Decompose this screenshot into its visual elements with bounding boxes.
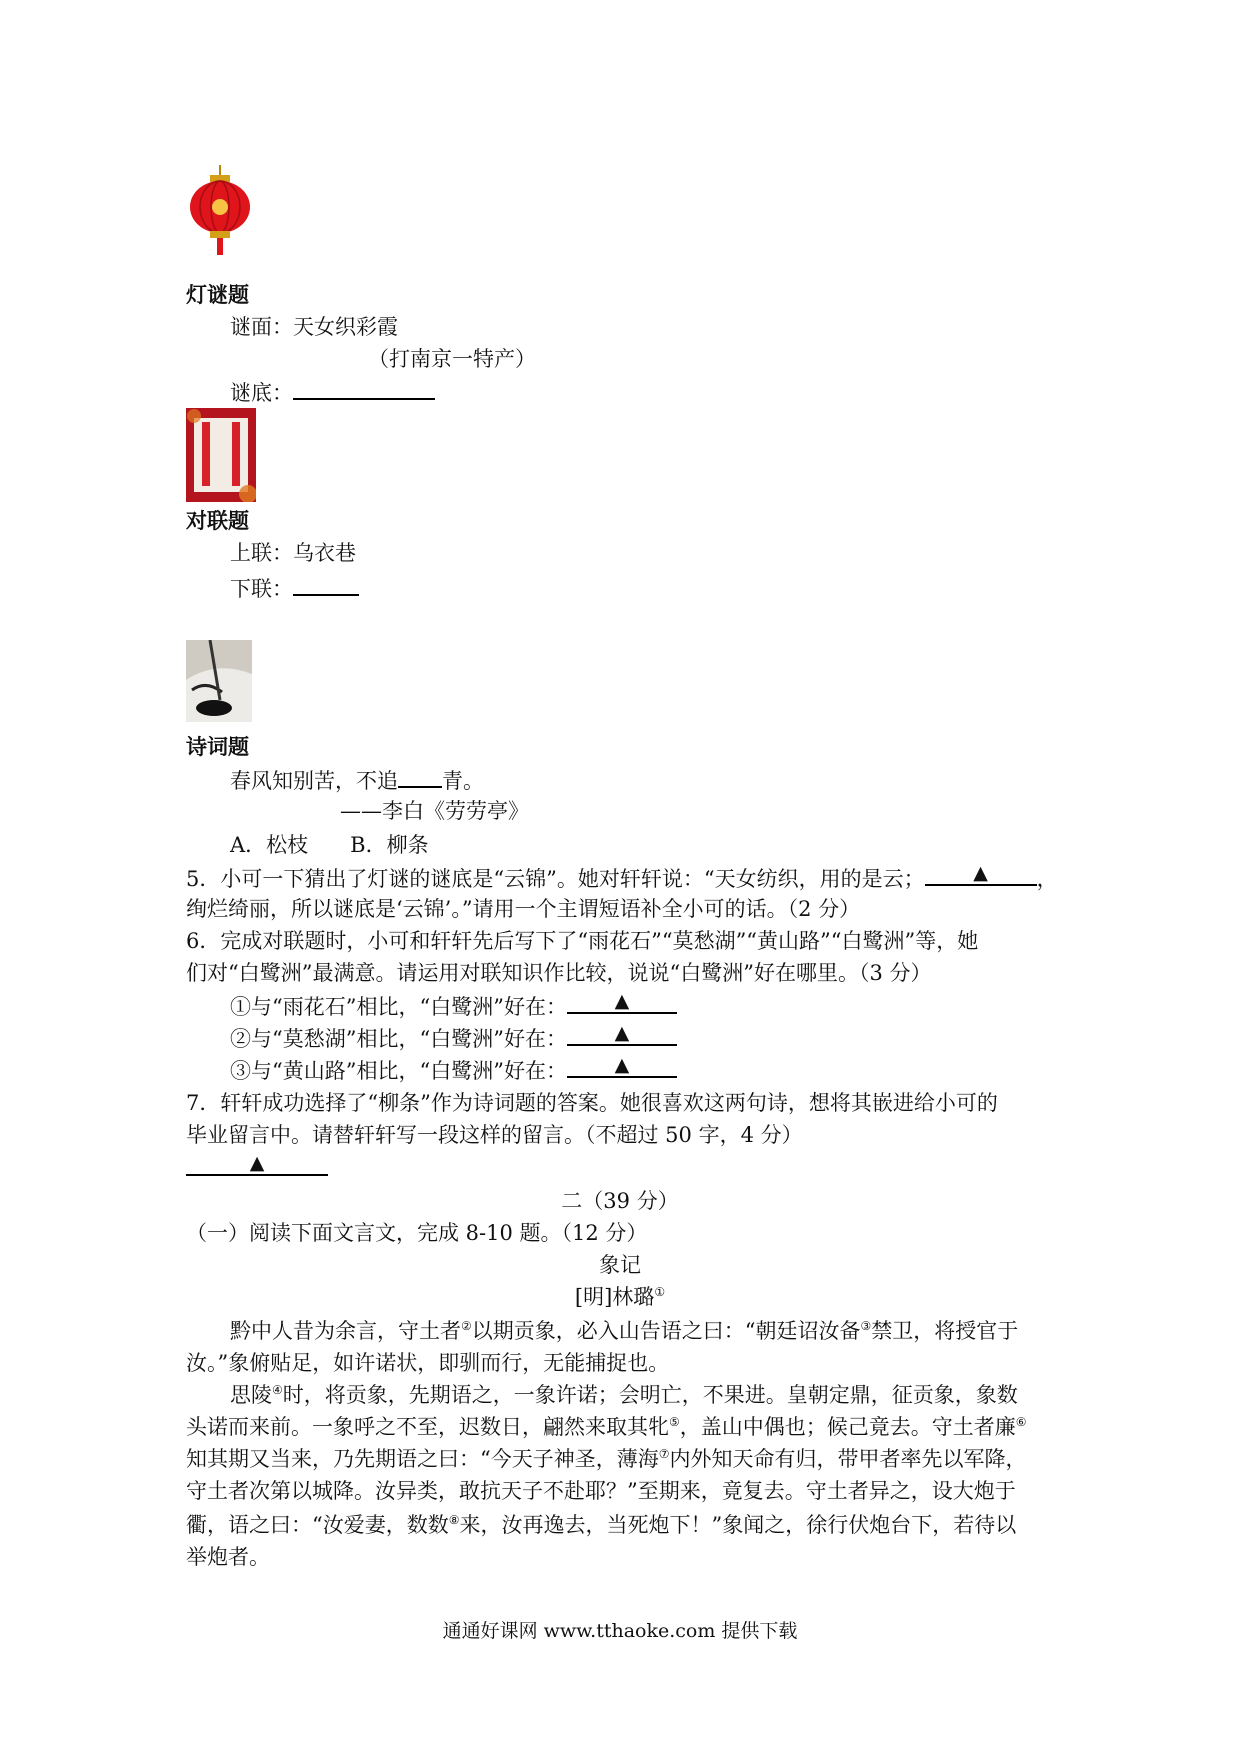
passage-p2-line2: [186, 1412, 1027, 1442]
blank-triangle-icon: ▲: [614, 1022, 630, 1044]
q6-sub1: [230, 990, 677, 1022]
q7-line2: 毕业留言中。请替轩轩写一段这样的留言。（不超过 50 字，4 分）: [186, 1123, 803, 1147]
passage-text: 禁卫，将授官于: [871, 1319, 1019, 1343]
passage-text: 黔中人昔为余言，守土者: [230, 1319, 461, 1343]
poem-line: [230, 764, 484, 796]
poem-heading: 诗词题: [186, 735, 249, 759]
riddle-face: 谜面：天女织彩霞: [230, 315, 398, 339]
passage-p2-line1: [230, 1380, 1018, 1410]
footnote-marker: ②: [461, 1319, 472, 1333]
blank-triangle-icon: ▲: [249, 1152, 265, 1174]
passage-p1-line2: 汝。”象俯贴足，如许诺状，即驯而行，无能捕捉也。: [186, 1351, 670, 1375]
author-note-marker: ①: [654, 1285, 666, 1299]
footnote-marker: ⑥: [1015, 1415, 1027, 1429]
passage-text: 时，将贡象，先期语之，一象许诺；会明亡，不果进。皇朝定鼎，征贡象，象数: [282, 1383, 1018, 1407]
passage-text: 以期贡象，必入山告语之曰：“朝廷诏汝备: [471, 1319, 861, 1343]
passage-p2-line6: 举炮者。: [186, 1545, 270, 1569]
footnote-marker: ④: [272, 1383, 283, 1397]
red-lantern-image: [185, 165, 255, 257]
footnote-marker: ⑧: [448, 1513, 460, 1527]
q5-line1: [186, 862, 1058, 894]
essay-title: 象记: [599, 1253, 641, 1277]
couplet-lower-blank[interactable]: [293, 572, 359, 596]
passage-text: 内外知天命有归，带甲者率先以军降，: [669, 1447, 1027, 1471]
q6-sub3: [230, 1054, 677, 1086]
blank-triangle-icon: ▲: [973, 862, 988, 884]
riddle-answer: [230, 376, 435, 408]
passage-text: ，盖山中偶也；候己竟去。守土者廉: [679, 1415, 1016, 1439]
poem-source: ——李白《劳劳亭》: [340, 799, 529, 823]
q5-blank[interactable]: [925, 862, 1037, 886]
footnote-marker: ⑤: [669, 1415, 680, 1429]
passage-p1-line1: [230, 1316, 1018, 1346]
page-footer: 通通好课网 www.tthaoke.com 提供下载: [442, 1620, 798, 1642]
poem-options: [230, 830, 429, 860]
couplet-lower-label: 下联：: [230, 577, 293, 601]
passage-text: 来，汝再逸去，当死炮下！”象闻之，徐行伏炮台下，若待以: [459, 1513, 1017, 1537]
q6-sub1-text: ①与“雨花石”相比，“白鹭洲”好在：: [230, 995, 567, 1019]
section2-title: 二（39 分）: [561, 1189, 679, 1213]
couplet-heading: 对联题: [186, 509, 249, 533]
passage-p2-line5: [186, 1510, 1016, 1540]
essay-author-name: [明]林璐: [574, 1285, 655, 1309]
q6-sub2-blank[interactable]: [567, 1022, 677, 1046]
passage-text: 知其期又当来，乃先期语之曰：“今天子神圣，薄海: [186, 1447, 659, 1471]
blank-triangle-icon: ▲: [614, 1054, 630, 1076]
passage-text: 思陵: [230, 1383, 272, 1407]
q6-sub2: [230, 1022, 677, 1054]
q7-blank[interactable]: [186, 1152, 328, 1176]
q6-sub3-text: ③与“黄山路”相比，“白鹭洲”好在：: [230, 1059, 567, 1083]
q5-line2: 绚烂绮丽，所以谜底是‘云锦’。”请用一个主谓短语补全小可的话。（2 分）: [186, 897, 861, 921]
poem-line-b: 青。: [442, 769, 484, 793]
q6-sub3-blank[interactable]: [567, 1054, 677, 1078]
poem-line-a: 春风知别苦，不追: [230, 769, 398, 793]
q7-answer: [186, 1152, 328, 1184]
essay-author: [186, 1282, 1054, 1312]
couplet-lower: [230, 572, 359, 604]
footnote-marker: ③: [860, 1319, 872, 1333]
riddle-answer-label: 谜底：: [230, 381, 293, 405]
q7-line1: 7．轩轩成功选择了“柳条”作为诗词题的答案。她很喜欢这两句诗，想将其嵌进给小可的: [186, 1091, 998, 1115]
passage-p2-line3: [186, 1444, 1027, 1474]
passage-text: 头诺而来前。一象呼之不至，迟数日，翩然来取其牝: [186, 1415, 669, 1439]
riddle-hint: （打南京一特产）: [368, 347, 536, 371]
q6-line2: 们对“白鹭洲”最满意。请运用对联知识作比较，说说“白鹭洲”好在哪里。（3 分）: [186, 961, 932, 985]
passage-text: 衢，语之曰：“汝爱妻，数数: [186, 1513, 449, 1537]
riddle-answer-blank[interactable]: [293, 376, 435, 400]
poem-option-b: B．柳条: [350, 833, 429, 857]
riddle-heading: 灯谜题: [186, 283, 249, 307]
passage-p2-line4: 守土者次第以城降。汝异类，敢抗天子不赴耶？”至期来，竟复去。守土者异之，设大炮于: [186, 1479, 1016, 1503]
blank-triangle-icon: ▲: [614, 990, 630, 1012]
couplet-upper: 上联：乌衣巷: [230, 541, 356, 565]
q5-line1-end: ，: [1036, 867, 1058, 891]
section2-part1: （一）阅读下面文言文，完成 8-10 题。（12 分）: [186, 1221, 648, 1245]
q6-sub1-blank[interactable]: [567, 990, 677, 1014]
q6-sub2-text: ②与“莫愁湖”相比，“白鹭洲”好在：: [230, 1027, 567, 1051]
q6-line1: 6．完成对联题时，小可和轩轩先后写下了“雨花石”“莫愁湖”“黄山路”“白鹭洲”等，她: [186, 929, 979, 953]
ink-brush-image: [186, 640, 252, 722]
poem-option-a: A．松枝: [230, 833, 309, 857]
footnote-marker: ⑦: [658, 1447, 670, 1461]
q5-line1-text: 5．小可一下猜出了灯谜的谜底是“云锦”。她对轩轩说：“天女纺织，用的是云；: [186, 867, 925, 891]
poem-blank[interactable]: [398, 764, 442, 788]
couplet-image: [186, 408, 256, 502]
